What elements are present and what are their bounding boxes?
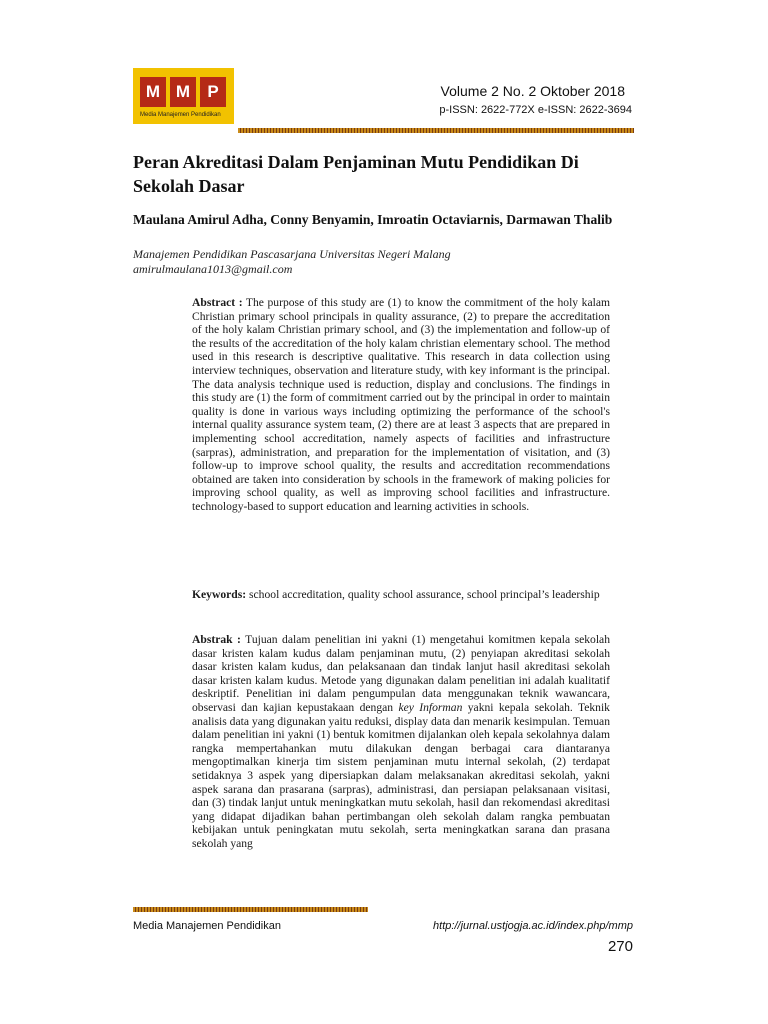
logo-subtitle: Media Manajemen Pendidikan <box>140 112 221 118</box>
logo-letters <box>140 77 226 107</box>
keywords-text: school accreditation, quality school assurance, school principal’s leadership <box>249 588 600 601</box>
article-authors: Maulana Amirul Adha, Conny Benyamin, Imroatin Octaviarnis, Darmawan Thalib <box>133 212 613 227</box>
footer-divider <box>133 907 368 912</box>
header-divider <box>238 128 634 133</box>
author-email: amirulmaulana1013@gmail.com <box>133 262 293 276</box>
abstract-english <box>192 296 610 514</box>
issn-info: p-ISSN: 2622-772X e-ISSN: 2622-3694 <box>439 104 632 116</box>
abstract-text: The purpose of this study are (1) to know the commitment of the holy kalam Christian primary school principals in quality assurance, (2) to prepare the accreditation of the holy kalam Christian primary school, and (3) the implementation and follow-up of the results of the accreditation of the holy kalam christian elementary school. The method used in this research is descriptive qualitative. This research in data collection using interview techniques, observation and literature study, with key informant is the principal. The data analysis technique used is reduction, display and conclusions. The findings in this study are (1) the form of commitment carried out by the principal in order to maintain quality is done in various ways including optimizing the performance of the school's internal quality assurance system team, (2) there are at least 3 aspects that are prepared in implementing school accreditation, namely aspects of facilities and infrastructure (sarpras), administration, and preparation for the implementation of visitation, and (3) follow-up to improve school quality, the results and accreditation recommendations obtained are taken into consideration by schools in the framework of making policies for improving school quality, as well as improving school facilities and infrastructure. technology-based to support education and learning activities in schools. <box>192 296 610 513</box>
abstrak-italic-term: key Informan <box>398 700 463 714</box>
keywords <box>192 588 610 602</box>
abstract-label: Abstract : <box>192 296 243 309</box>
page-number: 270 <box>607 938 633 955</box>
author-affiliation: Manajemen Pendidikan Pascasarjana Universitas Negeri Malang <box>133 247 451 261</box>
logo-letter-m2: M <box>170 77 196 107</box>
footer-journal-name: Media Manajemen Pendidikan <box>133 920 281 932</box>
keywords-label: Keywords: <box>192 588 247 601</box>
abstrak-label: Abstrak : <box>192 633 241 646</box>
article-title: Peran Akreditasi Dalam Penjaminan Mutu Pendidikan Di Sekolah Dasar <box>133 152 579 196</box>
footer-url[interactable]: http://jurnal.ustjogja.ac.id/index.php/mmp <box>433 920 633 932</box>
abstrak-text-part-2: yakni kepala sekolah. Teknik analisis data yang digunakan yaitu reduksi, display data dan menarik kesimpulan. Temuan dalam penelitian ini yakni (1) bentuk komitmen dijalankan oleh kepala sekolahnya dalam rangka mempertahankan mutu dilakukan dengan berbagai cara diantaranya mengoptimalkan kinerja tim sistem penjaminan mutu internal sekolah, (2) terdapat setidaknya 3 aspek yang dipersiapkan dalam melaksanakan akreditasi sekolah, yakni aspek sarana dan prasarana (sarpras), administrasi, dan persiapan pelaksanaan visitasi, dan (3) tindak lanjut untuk meningkatkan mutu sekolah, hasil dan rekomendasi akreditasi yang didapat dijadikan bahan pertimbangan oleh sekolah dalam rangka pembuatan kebijakan untuk peningkatan mutu sekolah, serta meningkatkan sarana dan prasana sekolah yang <box>192 700 610 850</box>
abstract-indonesian <box>192 633 610 851</box>
journal-logo <box>133 68 234 124</box>
volume-info: Volume 2 No. 2 Oktober 2018 <box>440 83 625 99</box>
logo-letter-m1: M <box>140 77 166 107</box>
author-affiliation-block <box>133 247 633 277</box>
abstrak-text-part-1: Tujuan dalam penelitian ini yakni (1) mengetahui komitmen kepala sekolah dasar kristen kalam kudus dalam penjaminan mutu, (2) penyiapan akreditasi sekolah dasar kristen kalam kudus, dan pelaksanaan dan tindak lanjut hasil akreditasi sekolah dasar kristen kalam kudus. Metode yang digunakan dalam penelitian ini adalah kualitatif deskriptif. Penelitian ini dalam pengumpulan data menggunakan teknik wawancara, observasi dan kajian kepustakaan dengan <box>192 633 610 714</box>
logo-letter-p: P <box>200 77 226 107</box>
